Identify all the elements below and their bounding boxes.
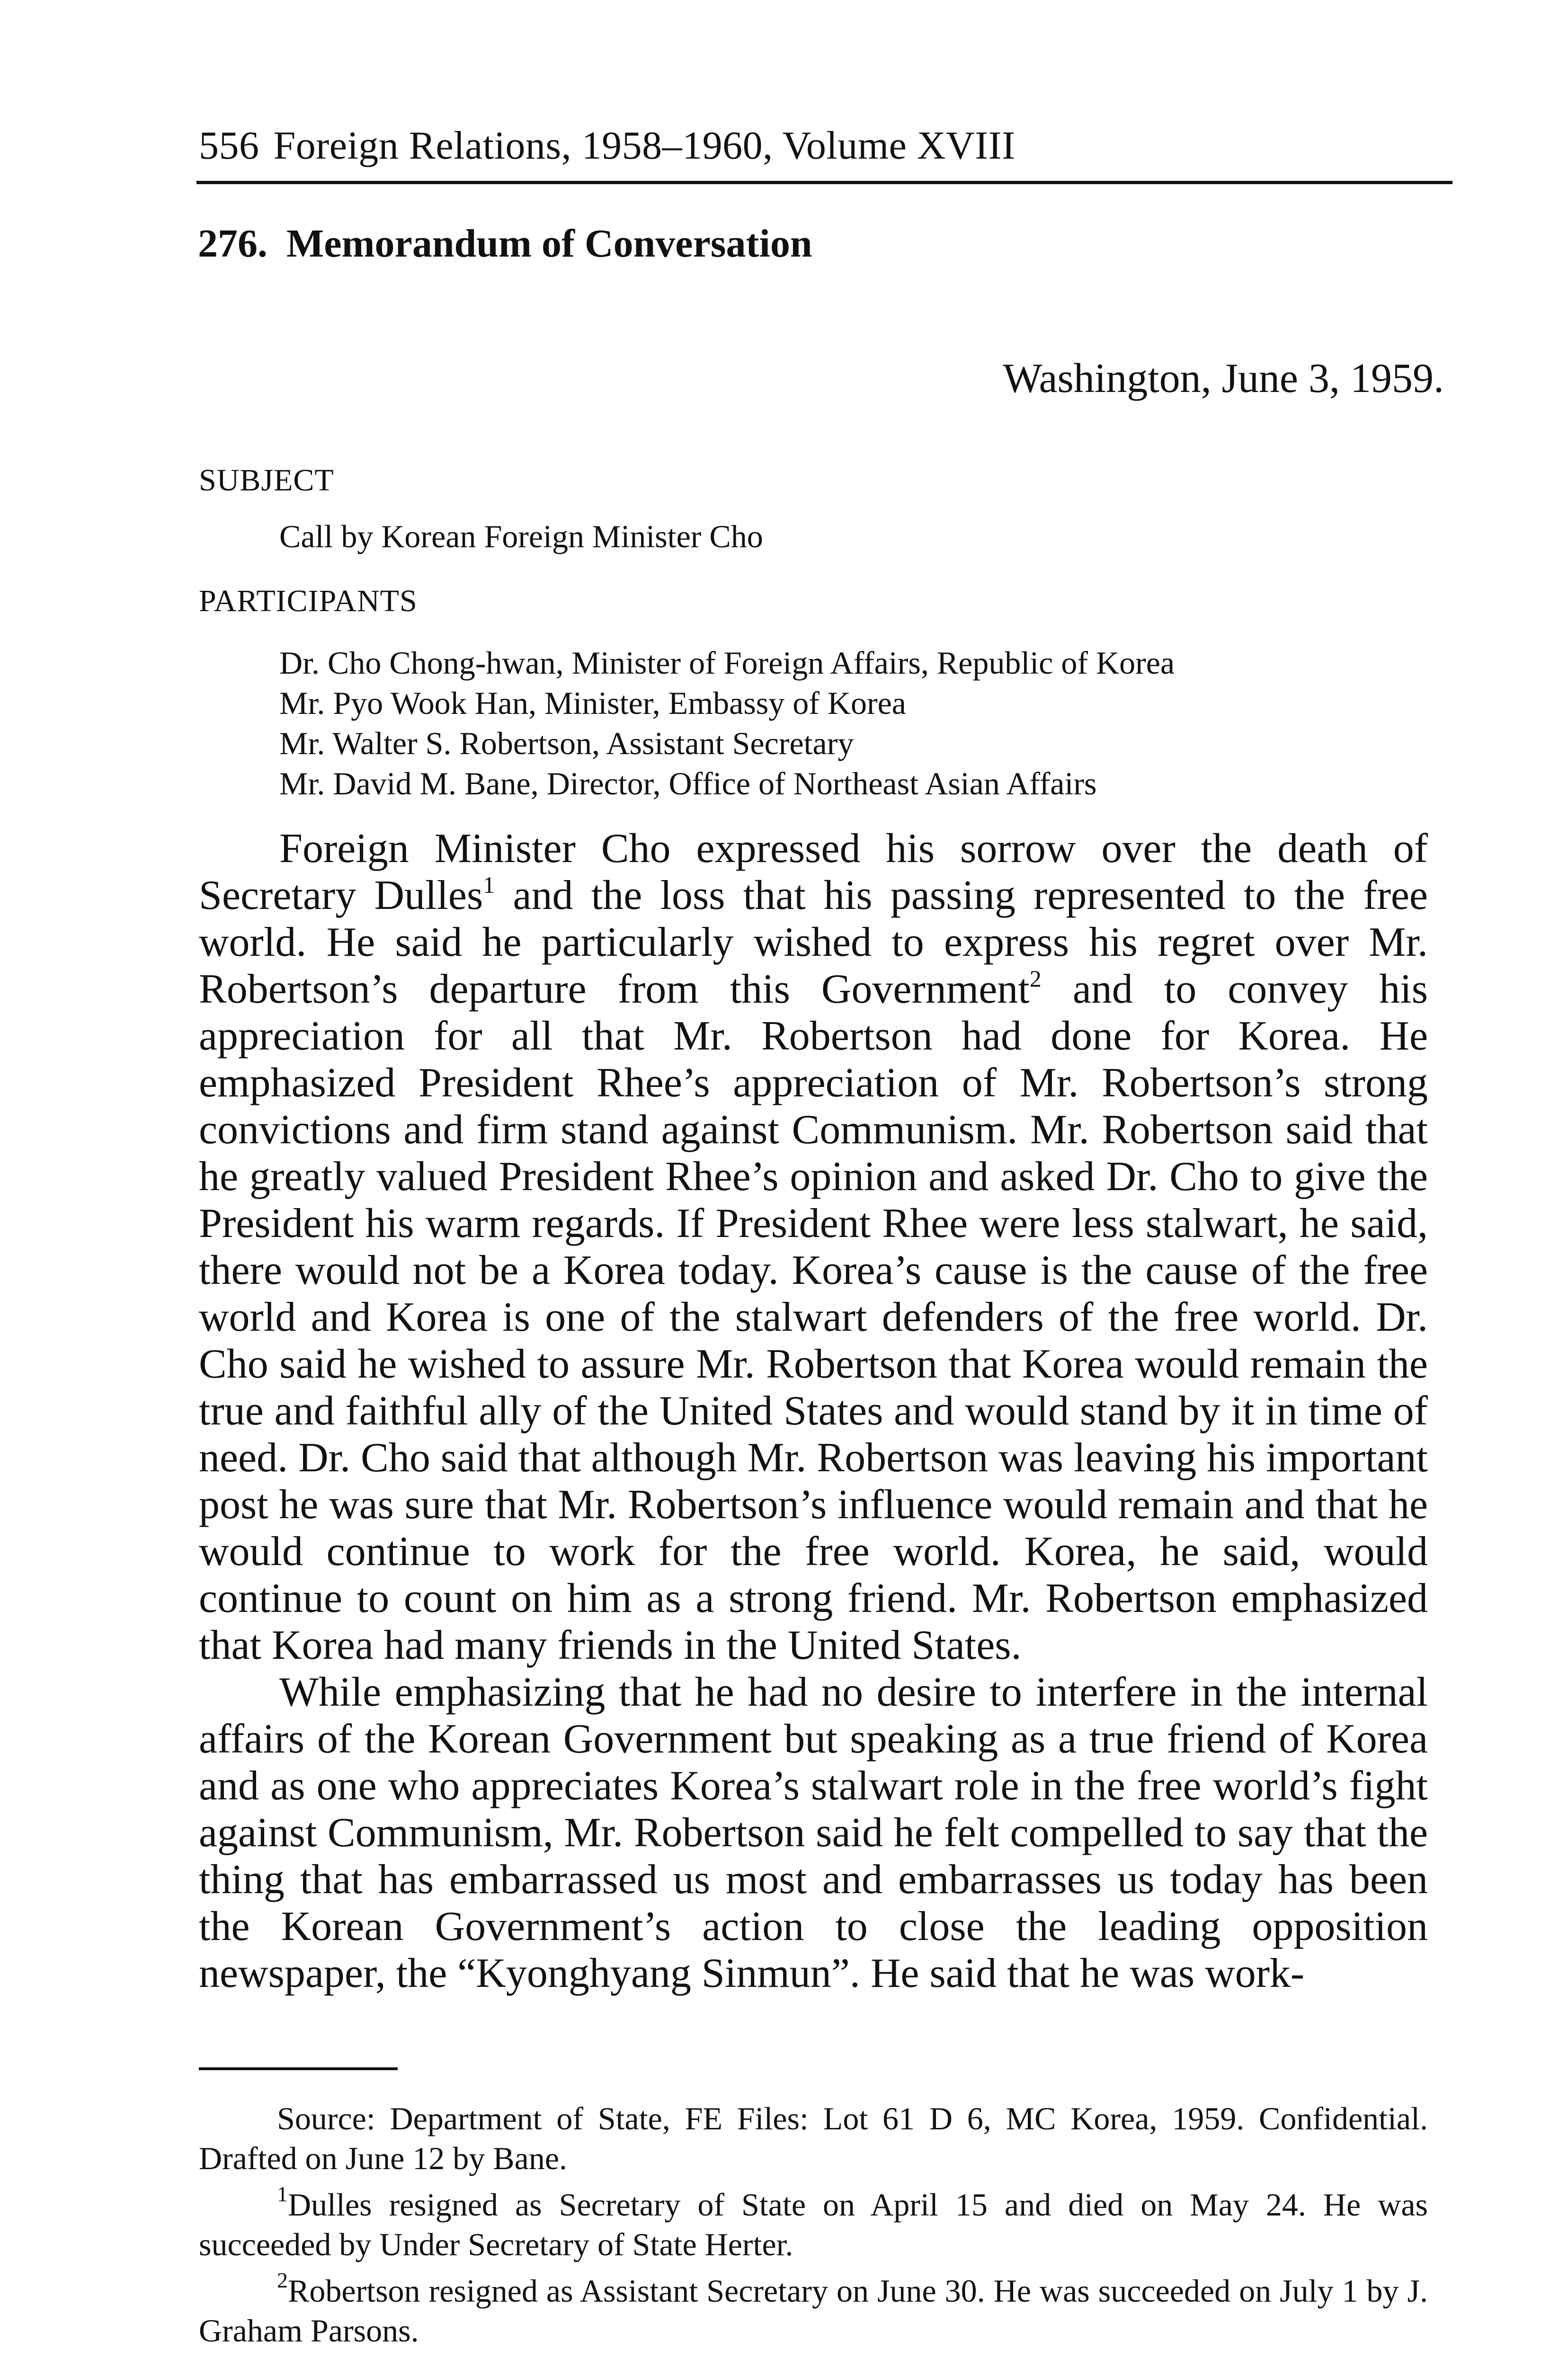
document-number: 276. (198, 222, 267, 266)
participants-list (279, 643, 1175, 804)
subject-text: Call by Korean Foreign Minister Cho (279, 518, 763, 554)
source-note: Source: Department of State, FE Files: Lot 61 D 6, MC Korea, 1959. Confidential. Drafted on June 12 by Bane. (199, 2100, 1428, 2176)
body-text (199, 825, 1428, 1997)
series-title: Foreign Relations, 1958–1960, Volume XVIII (273, 124, 1016, 168)
header-rule (196, 181, 1452, 184)
place-date: Washington, June 3, 1959. (1003, 356, 1444, 401)
footnotes (199, 2099, 1428, 2357)
participant-item: Dr. Cho Chong-hwan, Minister of Foreign Affairs, Republic of Korea (279, 645, 1175, 681)
participants-label: PARTICIPANTS (199, 584, 418, 618)
footnote-ref-1: 1 (483, 872, 495, 898)
footnote-2-text: Robertson resigned as Assistant Secretary on June 30. He was succeeded on July 1 by J. Graham Parsons. (199, 2273, 1428, 2349)
paragraph-1-part-c: and to convey his appreciation for all that Mr. Robertson had done for Korea. He emphasized President Rhee’s appreciation of Mr. Robertson’s strong convictions and firm stand against Communism. Mr. Robertson said that he greatly valued President Rhee’s opinion and asked Dr. Cho to give the President his warm regards. If President Rhee were less stalwart, he said, there would not be a Korea today. Korea’s cause is the cause of the free world and Korea is one of the stalwart defenders of the free world. Dr. Cho said he wished to assure Mr. Robertson that Korea would remain the true and faithful ally of the United States and would stand by it in time of need. Dr. Cho said that although Mr. Robertson was leaving his important post he was sure that Mr. Robertson’s influence would remain and that he would continue to work for the free world. Korea, he said, would continue to count on him as a strong friend. Mr. Robertson emphasized that Korea had many friends in the United States. (199, 966, 1428, 1668)
paragraph-1 (199, 825, 1428, 1669)
footnote-2-mark: 2 (277, 2268, 288, 2292)
participant-item: Mr. Walter S. Robertson, Assistant Secretary (279, 725, 854, 761)
footnote-ref-2: 2 (1029, 965, 1042, 992)
page-number: 556 (199, 124, 259, 168)
paragraph-2: While emphasizing that he had no desire to interfere in the internal affairs of the Korean Government but speaking as a true friend of Korea and as one who appreciates Korea’s stalwart role in the free world’s fight against Communism, Mr. Robertson said he felt compelled to say that the thing that has embarrassed us most and embarrasses us today has been the Korean Government’s action to close the leading opposition newspaper, the “Kyonghyang Sinmun”. He said that he was work- (199, 1669, 1428, 1996)
running-header (199, 122, 1449, 169)
paragraph-1-part-b: and the loss that his passing represented to the free world. He said he particularly wished to express his regret over Mr. Robertson’s departure from this Government (199, 872, 1428, 1012)
paragraph-1-part-a: Foreign Minister Cho expressed his sorrow over the death of Secretary Dulles (199, 826, 1428, 918)
participant-item: Mr. David M. Bane, Director, Office of Northeast Asian Affairs (279, 765, 1097, 801)
participant-item: Mr. Pyo Wook Han, Minister, Embassy of Korea (279, 685, 906, 721)
footnote-rule (199, 2067, 398, 2070)
subject-label: SUBJECT (199, 463, 334, 498)
footnote-1-text: Dulles resigned as Secretary of State on April 15 and died on May 24. He was succeeded by Under Secretary of State Herter. (199, 2187, 1428, 2262)
document-title: Memorandum of Conversation (286, 222, 812, 266)
document-heading (198, 220, 812, 267)
footnote-1-mark: 1 (277, 2182, 288, 2206)
footnote-1 (199, 2182, 1428, 2264)
footnote-2 (199, 2268, 1428, 2350)
